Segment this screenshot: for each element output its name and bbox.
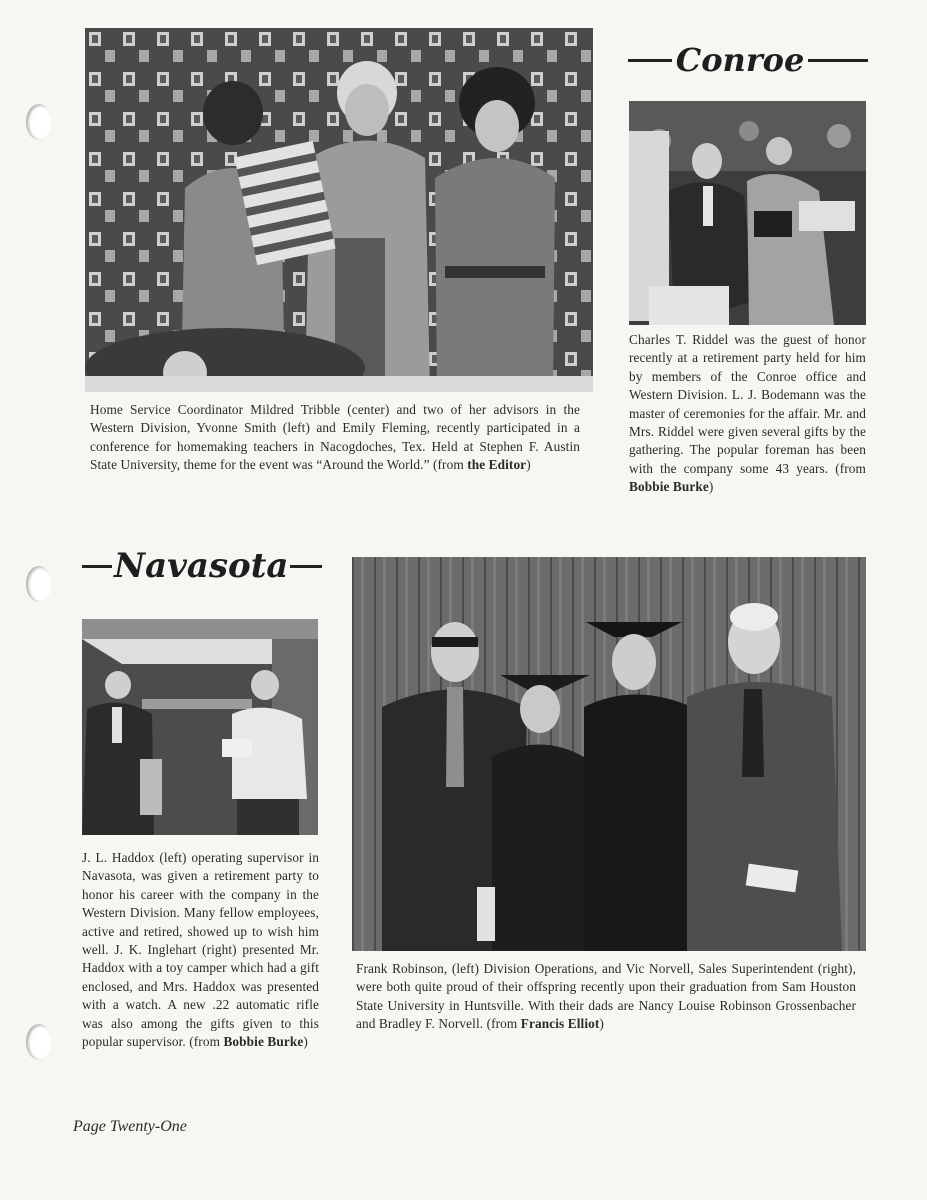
conroe-caption: [629, 331, 866, 497]
navasota-heading-right-dash: [290, 565, 322, 568]
binder-hole-middle: [26, 566, 52, 602]
navasota-caption-credit: Bobbie Burke: [223, 1034, 304, 1050]
navasota-heading: [82, 540, 332, 592]
conroe-caption-credit: Bobbie Burke: [629, 479, 709, 495]
conroe-photo: [629, 101, 866, 325]
home-service-caption: [90, 401, 580, 475]
conroe-heading: [628, 34, 868, 86]
conroe-caption-close: ): [708, 479, 714, 495]
home-service-caption-credit: the Editor: [467, 457, 527, 473]
graduation-caption: [356, 960, 856, 1034]
binder-hole-top: [26, 104, 52, 140]
conroe-caption-text: Charles T. Riddel was the guest of honor recently at a retirement party held for him by members of the Conroe office and Western Division. L. J. Bodemann was the master of ceremonies for the affair. Mr. and Mrs. Riddel were given several gifts by the gathering. The popular foreman has been with the company some 43 years. (from: [629, 332, 866, 476]
navasota-heading-text: Navasota: [114, 546, 289, 586]
graduation-caption-credit: Francis Elliot: [520, 1016, 600, 1032]
home-service-caption-close: ): [526, 457, 531, 473]
graduation-caption-text: Frank Robinson, (left) Division Operations, and Vic Norvell, Sales Superintendent (right), were both quite proud of their offspring recently upon their graduation from Sam Houston State University in Huntsville. With their dads are Nancy Louise Robinson Grossenbacher and Bradley F. Norvell. (from: [356, 961, 856, 1032]
page-number: Page Twenty-One: [73, 1118, 187, 1135]
navasota-heading-left-dash: [82, 565, 112, 568]
conroe-heading-text: Conroe: [675, 41, 805, 79]
navasota-caption: [82, 849, 319, 1051]
navasota-photo: [82, 619, 318, 835]
navasota-caption-close: ): [303, 1034, 308, 1050]
navasota-caption-text: J. L. Haddox (left) operating supervisor in Navasota, was given a retirement party to honor his career with the company in the Western Division. Many fellow employees, active and retired, showed up to wish him well. J. K. Inglehart (right) presented Mr. Haddox with a toy camper which had a gift enclosed, and Mrs. Haddox was presented with a watch. A new .22 automatic rifle was also among the gifts given to this popular supervisor. (from: [82, 850, 319, 1050]
graduation-photo: [352, 557, 866, 951]
graduation-caption-close: ): [599, 1016, 604, 1032]
home-service-photo: [85, 28, 593, 392]
conroe-heading-left-dash: [628, 59, 672, 62]
binder-hole-bottom: [26, 1024, 52, 1060]
home-service-caption-text: Home Service Coordinator Mildred Tribble (center) and two of her advisors in the Western Division, Yvonne Smith (left) and Emily Fleming, recently participated in a conference for homemaking teachers in Nacogdoches, Tex. Held at Stephen F. Austin State University, theme for the event was “Around the World.” (from: [90, 402, 580, 473]
conroe-heading-right-dash: [808, 59, 868, 62]
